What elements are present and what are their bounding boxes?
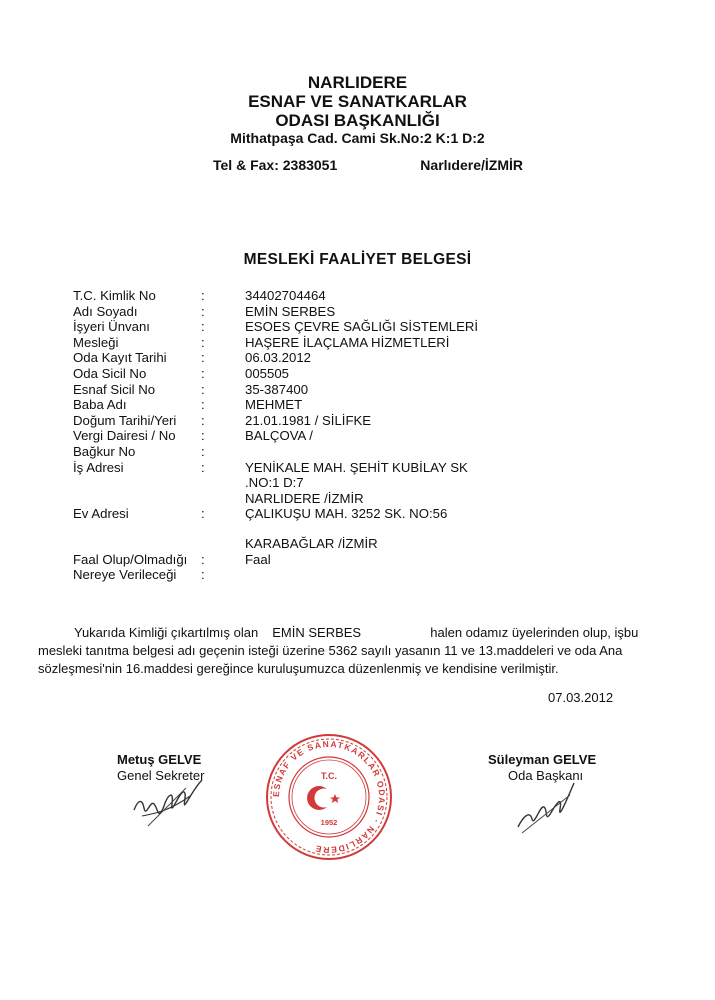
field-label: Nereye Verileceği xyxy=(73,567,177,583)
paragraph-part2: halen odamız üyelerinden olup, işbu xyxy=(430,625,639,640)
field-row xyxy=(73,567,633,583)
seal-year: 1952 xyxy=(320,818,338,827)
org-address: Mithatpaşa Cad. Cami Sk.No:2 K:1 D:2 xyxy=(230,130,485,146)
field-value: ESOES ÇEVRE SAĞLIĞI SİSTEMLERİ xyxy=(245,319,479,335)
field-label: Ev Adresi xyxy=(73,506,129,522)
org-location: Narlıdere/İZMİR xyxy=(420,157,523,173)
field-value: Faal xyxy=(245,551,271,567)
seal-ring-text: ESNAF VE SANATKARLAR ODASI · NARLIDERE xyxy=(270,738,388,856)
field-label: Faal Olup/Olmadığı xyxy=(73,551,188,567)
field-value: 35-387400 xyxy=(245,381,309,397)
field-row xyxy=(73,552,633,568)
field-row xyxy=(73,444,633,460)
field-value: YENİKALE MAH. ŞEHİT KUBİLAY SK xyxy=(245,459,468,475)
field-label: İşyeri Ünvanı xyxy=(73,319,150,335)
field-label: İş Adresi xyxy=(73,459,124,475)
field-separator: : xyxy=(201,303,205,319)
seal-center-text: T.C. xyxy=(320,771,338,781)
field-separator: : xyxy=(201,350,205,366)
field-label: T.C. Kimlik No xyxy=(73,288,156,303)
field-gap xyxy=(73,522,633,536)
field-value: 34402704464 xyxy=(245,288,326,303)
crescent-icon xyxy=(307,786,327,810)
field-row xyxy=(73,397,633,413)
field-label: Adı Soyadı xyxy=(73,303,138,319)
field-label: Oda Sicil No xyxy=(73,365,147,381)
paragraph-line2: mesleki tanıtma belgesi adı geçenin isteği üzerine 5362 sayılı yasanın 11 ve 13.maddeleri ve oda Ana xyxy=(38,643,623,658)
field-value: MEHMET xyxy=(245,397,303,413)
field-row xyxy=(73,491,633,507)
field-separator: : xyxy=(201,365,205,381)
paragraph-member-name: EMİN SERBES xyxy=(272,625,362,640)
field-value: NARLIDERE /İZMİR xyxy=(245,490,364,506)
field-value: KARABAĞLAR /İZMİR xyxy=(245,535,378,551)
paragraph-line3: sözleşmesi'nin 16.maddesi gereğince kuruluşumuzca düzenlenmiş ve kendisine verilmiştir. xyxy=(38,661,559,676)
signer-right-name: Süleyman GELVE xyxy=(488,752,597,767)
field-value: .NO:1 D:7 xyxy=(245,475,304,491)
org-name-line3: ODASI BAŞKANLIĞI xyxy=(275,111,440,130)
field-separator: : xyxy=(201,567,205,583)
certificate-paragraph xyxy=(38,624,678,678)
field-label: Oda Kayıt Tarihi xyxy=(73,350,167,366)
org-contact xyxy=(213,157,523,174)
field-separator: : xyxy=(201,551,205,567)
field-row xyxy=(73,335,633,351)
field-value: EMİN SERBES xyxy=(245,303,336,319)
field-separator: : xyxy=(201,381,205,397)
field-row xyxy=(73,382,633,398)
field-separator: : xyxy=(201,397,205,413)
signature-left-handwriting xyxy=(128,770,208,840)
field-label: Bağkur No xyxy=(73,443,136,459)
field-value: 005505 xyxy=(245,365,290,381)
paragraph-line1 xyxy=(38,624,678,642)
field-row xyxy=(73,460,633,476)
field-value: ÇALIKUŞU MAH. 3252 SK. NO:56 xyxy=(245,506,448,522)
field-value: BALÇOVA / xyxy=(245,428,313,444)
field-row xyxy=(73,304,633,320)
paragraph-part1: Yukarıda Kimliği çıkartılmış olan xyxy=(74,625,259,640)
field-row xyxy=(73,428,633,444)
field-row xyxy=(73,506,633,522)
field-separator: : xyxy=(201,288,205,303)
field-row xyxy=(73,475,633,491)
field-row xyxy=(73,288,633,304)
field-row xyxy=(73,350,633,366)
signer-left-title: Genel Sekreter xyxy=(117,768,205,783)
field-value: 21.01.1981 / SİLİFKE xyxy=(245,412,372,428)
issue-date: 07.03.2012 xyxy=(548,690,614,705)
letterhead xyxy=(0,73,715,147)
field-separator: : xyxy=(201,412,205,428)
org-phone: Tel & Fax: 2383051 xyxy=(213,157,338,173)
field-label: Doğum Tarihi/Yeri xyxy=(73,412,177,428)
org-name-line1: NARLIDERE xyxy=(307,73,408,92)
official-seal xyxy=(265,733,393,861)
field-separator: : xyxy=(201,334,205,350)
field-row xyxy=(73,413,633,429)
signature-right-handwriting xyxy=(510,775,580,837)
field-value: 06.03.2012 xyxy=(245,350,312,366)
field-separator: : xyxy=(201,428,205,444)
field-row xyxy=(73,319,633,335)
field-separator: : xyxy=(201,459,205,475)
field-label: Esnaf Sicil No xyxy=(73,381,156,397)
document-title: MESLEKİ FAALİYET BELGESİ xyxy=(243,251,472,268)
field-row xyxy=(73,536,633,552)
star-icon xyxy=(330,794,340,803)
field-row xyxy=(73,366,633,382)
field-separator: : xyxy=(201,319,205,335)
signer-right-title: Oda Başkanı xyxy=(508,768,584,783)
signer-left-name: Metuş GELVE xyxy=(117,752,202,767)
field-list xyxy=(73,288,633,583)
field-value: HAŞERE İLAÇLAMA HİZMETLERİ xyxy=(245,334,450,350)
field-label: Mesleği xyxy=(73,334,119,350)
field-label: Vergi Dairesi / No xyxy=(73,428,176,444)
field-separator: : xyxy=(201,443,205,459)
field-label: Baba Adı xyxy=(73,397,127,413)
org-name-line2: ESNAF VE SANATKARLAR xyxy=(248,92,467,111)
field-separator: : xyxy=(201,506,205,522)
